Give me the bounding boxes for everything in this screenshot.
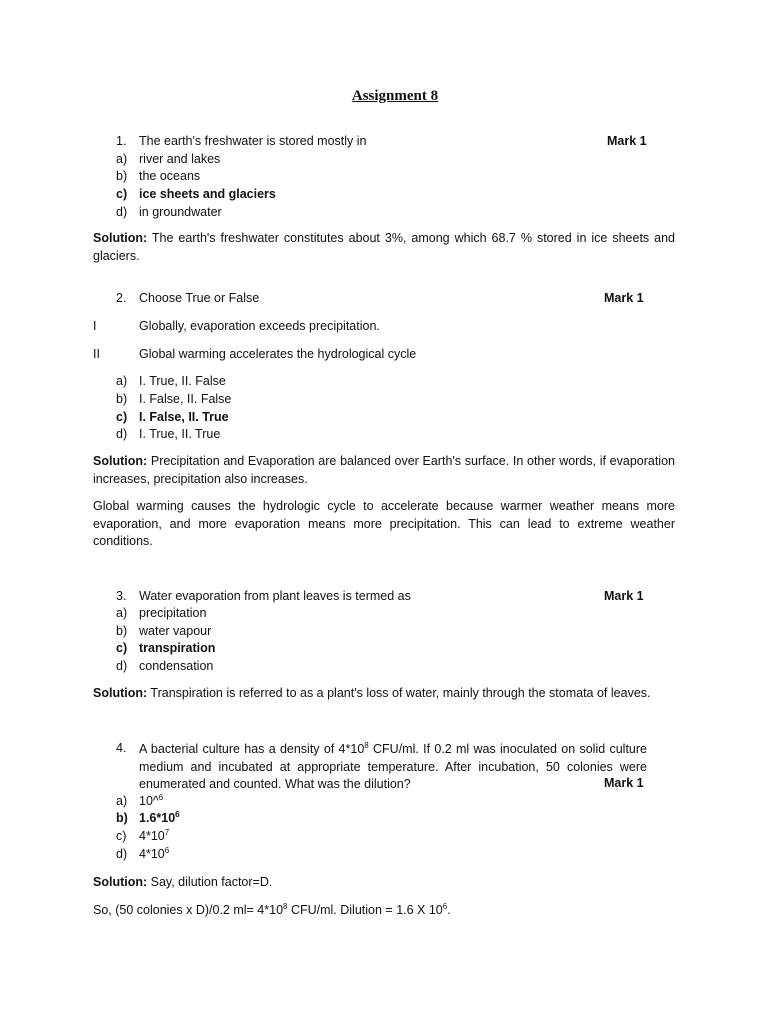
solution-paragraph-2: Global warming causes the hydrologic cycle to accelerate because warmer weather means more evaporation, and more evaporation means more precipitation. This can lead to extreme weather conditions. bbox=[93, 499, 675, 548]
question-text: Choose True or False bbox=[139, 291, 260, 305]
solution-label: Solution: bbox=[93, 454, 148, 468]
option-text: I. False, II. False bbox=[139, 392, 232, 406]
question-number: 3. bbox=[116, 589, 127, 603]
option-letter: a) bbox=[116, 794, 128, 808]
mark-label: Mark 1 bbox=[607, 134, 647, 148]
calc-part: So, (50 colonies x D)/0.2 ml= 4*10 bbox=[93, 903, 284, 917]
statement-numeral: II bbox=[93, 347, 100, 361]
exponent: 8 bbox=[364, 741, 369, 750]
question-text bbox=[139, 741, 647, 794]
option-text-correct: transpiration bbox=[139, 641, 216, 655]
option-text: condensation bbox=[139, 659, 214, 673]
option-letter: b) bbox=[116, 392, 128, 406]
solution-label: Solution: bbox=[93, 875, 148, 889]
option-letter-correct: b) bbox=[116, 811, 128, 825]
option-letter: b) bbox=[116, 169, 128, 183]
option-text bbox=[139, 794, 163, 808]
option-base: 4*10 bbox=[139, 829, 165, 843]
solution-paragraph bbox=[93, 453, 675, 488]
option-letter-correct: c) bbox=[116, 641, 128, 655]
solution-calculation bbox=[93, 902, 675, 920]
solution-paragraph bbox=[93, 230, 675, 265]
exponent: 8 bbox=[283, 902, 288, 911]
option-letter-correct: c) bbox=[116, 410, 128, 424]
option-text: precipitation bbox=[139, 606, 207, 620]
statement-text: Globally, evaporation exceeds precipitation. bbox=[139, 319, 380, 333]
exponent: 6 bbox=[158, 793, 164, 802]
option-text: the oceans bbox=[139, 169, 201, 183]
option-text bbox=[139, 829, 169, 843]
option-letter: d) bbox=[116, 427, 128, 441]
page-title: Assignment 8 bbox=[351, 88, 439, 104]
option-text-correct: I. False, II. True bbox=[139, 410, 229, 424]
exponent: 6 bbox=[442, 902, 448, 911]
exponent: 6 bbox=[175, 810, 180, 819]
solution-label: Solution: bbox=[93, 686, 148, 700]
question-text-part: CFU/ml. If 0.2 ml was inoculated on solid culture medium and incubated at appropriate temperature. After incubation, 50 colonies were enumerated and counted. What was the dilution? bbox=[139, 742, 647, 791]
calc-part: . bbox=[447, 903, 451, 917]
option-letter: d) bbox=[116, 205, 128, 219]
solution-paragraph bbox=[93, 685, 675, 703]
mark-label: Mark 1 bbox=[604, 776, 644, 790]
option-letter: c) bbox=[116, 829, 127, 843]
solution-text: Transpiration is referred to as a plant's loss of water, mainly through the stomata of leaves. bbox=[147, 686, 651, 700]
mark-label: Mark 1 bbox=[604, 589, 644, 603]
option-base: 1.6*10 bbox=[139, 811, 176, 825]
option-letter-correct: c) bbox=[116, 187, 128, 201]
option-base: 10^ bbox=[139, 794, 159, 808]
question-number: 1. bbox=[116, 134, 127, 148]
option-letter: a) bbox=[116, 606, 128, 620]
solution-text: Say, dilution factor=D. bbox=[147, 875, 273, 889]
option-text: river and lakes bbox=[139, 152, 221, 166]
option-base: 4*10 bbox=[139, 847, 165, 861]
option-text: water vapour bbox=[139, 624, 212, 638]
exponent: 7 bbox=[164, 828, 170, 837]
option-text-correct: ice sheets and glaciers bbox=[139, 187, 276, 201]
option-text: in groundwater bbox=[139, 205, 222, 219]
question-number: 4. bbox=[116, 741, 127, 755]
question-text: The earth's freshwater is stored mostly in bbox=[139, 134, 367, 148]
question-number: 2. bbox=[116, 291, 127, 305]
solution-paragraph bbox=[93, 874, 675, 892]
mark-label: Mark 1 bbox=[604, 291, 644, 305]
exponent: 6 bbox=[164, 846, 170, 855]
option-text bbox=[139, 847, 169, 861]
calc-part: CFU/ml. Dilution = 1.6 X 10 bbox=[287, 903, 443, 917]
solution-text: Precipitation and Evaporation are balanced over Earth's surface. In other words, if evaporation increases, precipitation also increases. bbox=[93, 454, 675, 486]
option-text-correct bbox=[139, 811, 180, 825]
option-text: I. True, II. True bbox=[139, 427, 221, 441]
option-letter: d) bbox=[116, 659, 128, 673]
solution-label: Solution: bbox=[93, 231, 148, 245]
option-letter: d) bbox=[116, 847, 128, 861]
question-text-part: A bacterial culture has a density of 4*10 bbox=[139, 742, 365, 756]
option-letter: a) bbox=[116, 374, 128, 388]
question-text: Water evaporation from plant leaves is termed as bbox=[139, 589, 411, 603]
option-text: I. True, II. False bbox=[139, 374, 226, 388]
solution-text: The earth's freshwater constitutes about 3%, among which 68.7 % stored in ice sheets and glaciers. bbox=[93, 231, 675, 263]
statement-numeral: I bbox=[93, 319, 97, 333]
statement-text: Global warming accelerates the hydrological cycle bbox=[139, 347, 417, 361]
option-letter: b) bbox=[116, 624, 128, 638]
option-letter: a) bbox=[116, 152, 128, 166]
